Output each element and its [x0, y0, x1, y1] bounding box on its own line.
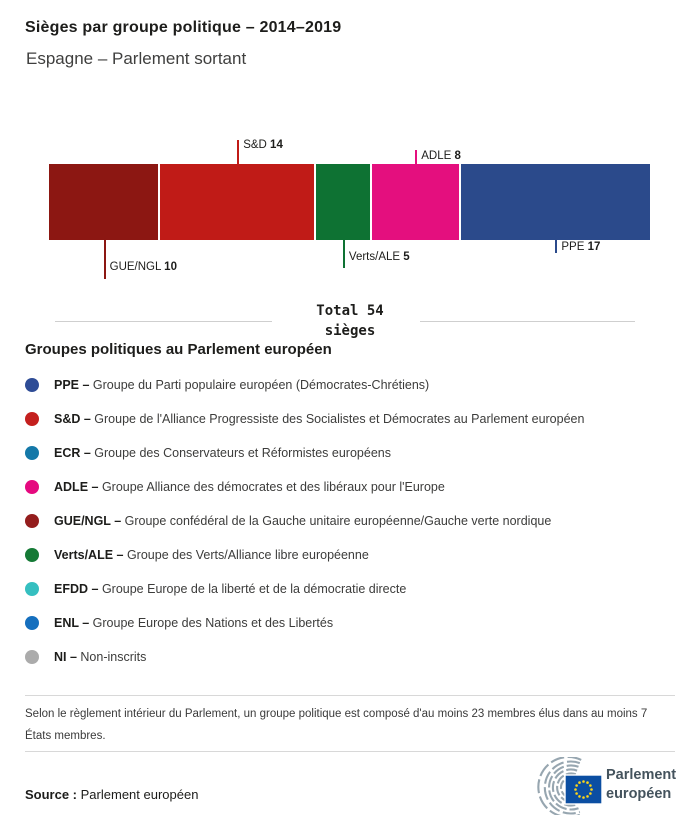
total-divider-line-right [420, 321, 635, 322]
source-line [25, 787, 198, 802]
legend-item-s-d [25, 402, 685, 436]
callout-label-gue-ngl: GUE/NGL 10 [109, 261, 177, 273]
legend-item-label: ECR – Groupe des Conservateurs et Réformistes européens [54, 446, 391, 460]
seats-stacked-bar-chart [0, 0, 700, 300]
callout-line-ppe [555, 240, 557, 253]
footnote-text: Selon le règlement intérieur du Parlement, un groupe politique est composé d'au moins 23 membres élus dans au moins 7 États membres. [25, 708, 648, 742]
footnote-rule-top [25, 695, 675, 696]
callout-line-adle [415, 150, 417, 164]
legend-item-ni [25, 640, 685, 674]
total-seats-line1: Total 54 [316, 303, 384, 319]
callout-line-verts-ale [343, 240, 345, 268]
bar-segment-verts-ale [316, 164, 370, 240]
logo-text-line2: européen [606, 786, 672, 802]
european-parliament-logo-text [606, 766, 676, 804]
legend-heading: Groupes politiques au Parlement européen [25, 341, 332, 358]
footnote-rule-bottom [25, 751, 675, 752]
callout-label-ppe: PPE 17 [561, 241, 601, 253]
legend-item-label: EFDD – Groupe Europe de la liberté et de la démocratie directe [54, 582, 407, 596]
total-seats-line2: sièges [324, 323, 376, 339]
legend-item-label: S&D – Groupe de l'Alliance Progressiste des Socialistes et Démocrates au Parlement européen [54, 412, 585, 426]
legend-color-dot [25, 616, 39, 630]
source-label: Source : [25, 787, 78, 802]
legend-color-dot [25, 378, 39, 392]
legend-item-verts-ale [25, 538, 685, 572]
legend-list [25, 368, 685, 674]
legend-item-label: ADLE – Groupe Alliance des démocrates et des libéraux pour l'Europe [54, 480, 445, 494]
callout-label-verts-ale: Verts/ALE 5 [348, 251, 410, 263]
legend-color-dot [25, 582, 39, 596]
legend-item-label: Verts/ALE – Groupe des Verts/Alliance libre européenne [54, 548, 369, 562]
legend-color-dot [25, 548, 39, 562]
callout-line-s-d [237, 140, 239, 164]
legend-color-dot [25, 480, 39, 494]
bar-segment-ppe [461, 164, 650, 240]
source-value: Parlement européen [80, 787, 199, 802]
eu-flag-icon [565, 775, 602, 804]
legend-color-dot [25, 514, 39, 528]
callout-label-adle: ADLE 8 [421, 150, 461, 162]
legend-item-ecr [25, 436, 685, 470]
legend-color-dot [25, 446, 39, 460]
legend-item-label: ENL – Groupe Europe des Nations et des Libertés [54, 616, 334, 630]
legend-item-label: PPE – Groupe du Parti populaire européen (Démocrates-Chrétiens) [54, 378, 430, 392]
legend-item-label: NI – Non-inscrits [54, 650, 147, 664]
legend-color-dot [25, 412, 39, 426]
legend-item-label: GUE/NGL – Groupe confédéral de la Gauche unitaire européenne/Gauche verte nordique [54, 514, 552, 528]
callout-label-s-d: S&D 14 [243, 139, 283, 151]
bar-segment-gue-ngl [49, 164, 158, 240]
logo-text-line1: Parlement [606, 767, 677, 783]
legend-item-ppe [25, 368, 685, 402]
page-title: Sièges par groupe politique – 2014–2019 [25, 19, 342, 36]
legend-item-enl [25, 606, 685, 640]
page-subtitle: Espagne – Parlement sortant [26, 49, 247, 68]
european-parliament-hemicycle-icon [527, 757, 605, 815]
callout-line-gue-ngl [104, 240, 106, 279]
legend-item-gue-ngl [25, 504, 685, 538]
total-seats-label [270, 301, 430, 341]
legend-item-efdd [25, 572, 685, 606]
total-divider-line-left [55, 321, 272, 322]
bar-segment-adle [372, 164, 459, 240]
legend-item-adle [25, 470, 685, 504]
bar-segment-s-d [160, 164, 314, 240]
legend-color-dot [25, 650, 39, 664]
